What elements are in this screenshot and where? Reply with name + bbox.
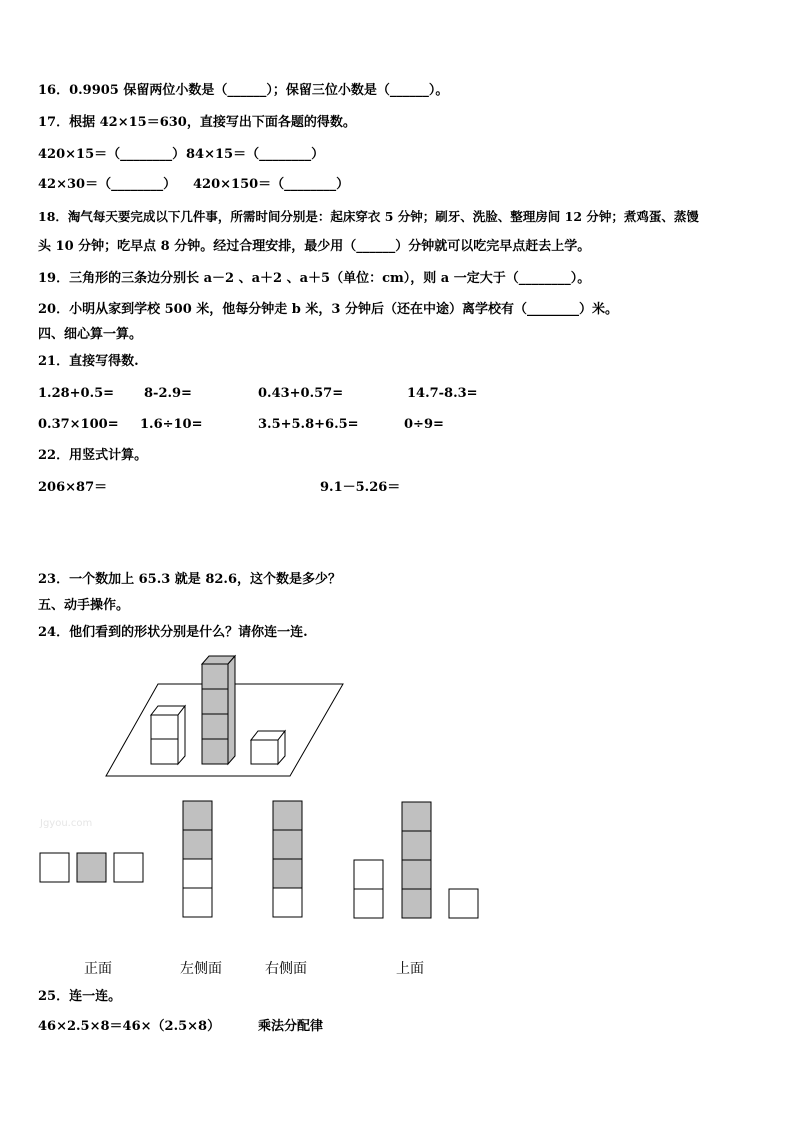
question-17: 17．根据 42×15＝630，直接写出下面各题的得数。 <box>38 115 356 130</box>
q21-item: 1.28+0.5= <box>38 386 115 401</box>
q21-item: 3.5+5.8+6.5= <box>258 417 359 432</box>
q21-item: 14.7-8.3= <box>407 386 478 401</box>
q17-item-d: 420×150＝（________） <box>193 177 350 192</box>
label-front: 正面 <box>84 961 112 977</box>
section-4-heading: 四、细心算一算。 <box>38 327 143 342</box>
label-top: 上面 <box>396 961 424 977</box>
q17-item-c: 42×30＝（________） <box>38 177 177 192</box>
section-5-heading: 五、动手操作。 <box>38 598 130 613</box>
question-21: 21．直接写得数. <box>38 354 139 369</box>
label-left-side: 左侧面 <box>180 961 222 977</box>
two-cube-stack <box>151 706 185 764</box>
single-cube <box>251 731 285 764</box>
question-16: 16．0.9905 保留两位小数是（______）；保留三位小数是（______）。 <box>38 83 449 98</box>
q21-item: 8-2.9= <box>144 386 192 401</box>
q17-item-b: 84×15＝（________） <box>186 147 325 162</box>
label-right-side: 右侧面 <box>265 961 307 977</box>
q22-item-b: 9.1－5.26＝ <box>320 480 401 495</box>
view-option-4 <box>354 802 478 918</box>
question-23: 23．一个数加上 65.3 就是 82.6，这个数是多少？ <box>38 572 341 587</box>
question-18-line2: 头 10 分钟；吃早点 8 分钟。经过合理安排，最少用（______）分钟就可以吃完早点赶去上学。 <box>38 239 591 254</box>
q21-item: 1.6÷10= <box>140 417 203 432</box>
q25-left-item: 46×2.5×8＝46×（2.5×8） <box>38 1019 221 1034</box>
q17-item-a: 420×15＝（________） <box>38 147 186 162</box>
question-20: 20．小明从家到学校 500 米，他每分钟走 b 米，3 分钟后（还在中途）离学校有（________）米。 <box>38 302 618 317</box>
four-cube-stack <box>202 656 235 764</box>
view-option-1 <box>40 853 143 882</box>
q21-item: 0.37×100= <box>38 417 119 432</box>
view-option-3 <box>273 801 302 917</box>
q25-right-item: 乘法分配律 <box>258 1019 324 1034</box>
question-19: 19．三角形的三条边分别长 a－2 、a＋2 、a＋5（单位：cm），则 a 一定大于（________）。 <box>38 271 591 286</box>
q21-item: 0.43+0.57= <box>258 386 344 401</box>
q22-item-a: 206×87＝ <box>38 480 108 495</box>
question-22: 22．用竖式计算。 <box>38 448 148 463</box>
question-18-line1: 18．淘气每天要完成以下几件事，所需时间分别是：起床穿衣 5 分钟；刷牙、洗脸、整理房间 12 分钟；煮鸡蛋、蒸馒 <box>38 209 699 224</box>
question-25: 25．连一连。 <box>38 989 122 1004</box>
q21-item: 0÷9= <box>404 417 444 432</box>
view-option-2 <box>183 801 212 917</box>
watermark: Jgyou.com <box>40 818 93 829</box>
question-24: 24．他们看到的形状分别是什么？请你连一连. <box>38 625 308 640</box>
